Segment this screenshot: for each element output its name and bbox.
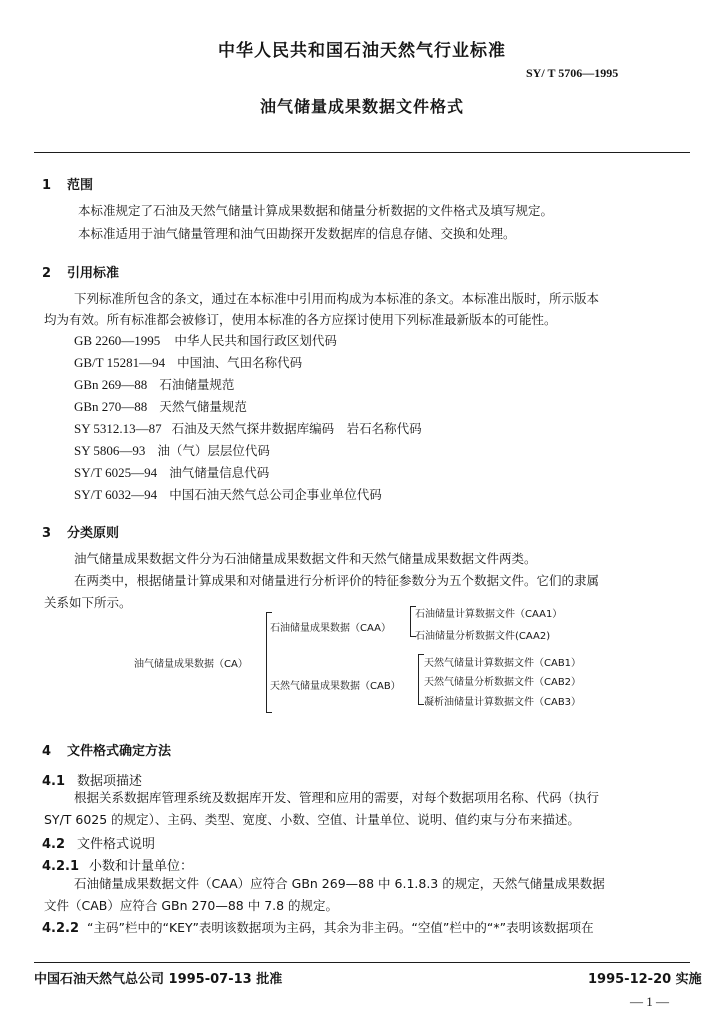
section-3-number: 3: [42, 526, 52, 541]
section-3-para-1: 油气储量成果数据文件分为石油储量成果数据文件和天然气储量成果数据文件两类。: [74, 551, 537, 566]
root-brace: [266, 612, 267, 712]
ref-item: [74, 399, 247, 416]
section-3-para-2-line-1: 在两类中，根据储量计算成果和对储量进行分析评价的特征参数分为五个数据文件。它们的隶属: [74, 573, 600, 588]
section-3-heading: [42, 522, 119, 541]
standard-number: SY/ T 5706—1995: [526, 66, 619, 80]
ref-item: [74, 421, 422, 438]
section-4-1-heading: [42, 770, 142, 789]
ref-code: SY 5806—93: [74, 443, 146, 458]
section-1-heading: [42, 174, 93, 193]
ref-item: [74, 443, 270, 460]
ref-name: 天然气储量规范: [159, 399, 247, 414]
section-4-2-heading: [42, 833, 155, 852]
section-4-2-1-title: 小数和计量单位：: [89, 859, 194, 874]
section-4-2-number: 4.2: [42, 837, 66, 852]
diagram-gas: 天然气储量成果数据（CAB）: [270, 681, 401, 692]
diagram-oil: 石油储量成果数据（CAA）: [270, 623, 391, 634]
section-4-1-line-2: SY/T 6025 的规定）、主码、类型、宽度、小数、空值、计量单位、说明、值约束与分布来描述。: [44, 812, 580, 827]
section-4-1-line-1: 根据关系数据库管理系统及数据库开发、管理和应用的需要，对每个数据项用名称、代码（执行: [74, 790, 600, 805]
ref-code: GB/T 15281—94: [74, 355, 166, 370]
section-2-title: 引用标准: [67, 266, 120, 281]
section-1-para-2: 本标准适用于油气储量管理和油气田勘探开发数据库的信息存储、交换和处理。: [78, 226, 516, 241]
org-title: 中华人民共和国石油天然气行业标准: [218, 41, 506, 61]
ref-code: GB 2260—1995: [74, 333, 161, 348]
section-1-para-1: 本标准规定了石油及天然气储量计算成果数据和储量分析数据的文件格式及填写规定。: [78, 203, 554, 218]
ref-name: 石油储量规范: [159, 377, 235, 392]
diagram-oil-child: 石油储量分析数据文件(CAA2): [415, 631, 551, 642]
ref-name: 中国油、气田名称代码: [177, 355, 303, 370]
section-2-heading: [42, 262, 119, 281]
diagram-root: 油气储量成果数据（CA）: [134, 659, 248, 670]
section-4-2-1-number: 4.2.1: [42, 859, 80, 874]
document-title: 油气储量成果数据文件格式: [259, 97, 464, 116]
ref-code: SY 5312.13—87: [74, 421, 162, 436]
diagram-gas-child: 天然气储量分析数据文件（CAB2）: [424, 677, 582, 688]
ref-item: [74, 355, 302, 372]
section-2-para-line-2: 均为有效。所有标准都会被修订，使用本标准的各方应探讨使用下列标准最新版本的可能性。: [44, 312, 557, 327]
ref-name: 中国石油天然气总公司企事业单位代码: [169, 487, 382, 502]
section-2-para-line-1: 下列标准所包含的条文，通过在本标准中引用而构成为本标准的条文。本标准出版时，所示版本: [74, 291, 600, 306]
section-4-2-1-line-1: 石油储量成果数据文件（CAA）应符合 GBn 269—88 中 6.1.8.3 的规定，天然气储量成果数据: [74, 876, 605, 891]
section-4-2-1-line-2: 文件（CAB）应符合 GBn 270—88 中 7.8 的规定。: [44, 898, 339, 913]
ref-code: SY/T 6025—94: [74, 465, 158, 480]
section-4-2-2-number: 4.2.2: [42, 921, 80, 936]
header-rule: [34, 152, 690, 153]
ref-item: [74, 487, 382, 504]
section-3-title: 分类原则: [67, 526, 120, 541]
section-4-2-2-text: “主码”栏中的“KEY”表明该数据项为主码，其余为非主码。“空值”栏中的“*”表明该数据项在: [87, 920, 594, 935]
diagram-oil-child: 石油储量计算数据文件（CAA1）: [415, 609, 563, 620]
footer-rule: [34, 962, 690, 963]
section-4-2-1-heading: [42, 855, 193, 874]
root-brace-tick-top: [266, 612, 272, 613]
ref-item: [74, 377, 234, 394]
section-4-2-title: 文件格式说明: [77, 837, 156, 852]
section-4-1-title: 数据项描述: [77, 774, 143, 789]
root-brace-tick-bottom: [266, 712, 272, 713]
ref-item: [74, 333, 337, 350]
section-1-number: 1: [42, 178, 52, 193]
ref-name: 油气储量信息代码: [169, 465, 270, 480]
ref-code: SY/T 6032—94: [74, 487, 158, 502]
section-4-1-number: 4.1: [42, 774, 66, 789]
oil-brace: [410, 606, 411, 636]
ref-code: GBn 270—88: [74, 399, 148, 414]
page-number: — 1 —: [630, 994, 669, 1009]
ref-code: GBn 269—88: [74, 377, 148, 392]
diagram-gas-child: 天然气储量计算数据文件（CAB1）: [424, 658, 582, 669]
section-1-title: 范围: [67, 178, 94, 193]
section-4-2-2-line: [42, 918, 594, 936]
ref-name: 油（气）层层位代码: [157, 443, 270, 458]
diagram-gas-child: 凝析油储量计算数据文件（CAB3）: [424, 697, 582, 708]
gas-brace: [418, 654, 419, 704]
effective-date: 1995-12-20 实施: [588, 972, 702, 987]
section-3-para-2-line-2: 关系如下所示。: [44, 595, 132, 610]
ref-item: [74, 465, 269, 482]
ref-name: 石油及天然气探井数据库编码 岩石名称代码: [171, 421, 422, 436]
section-4-number: 4: [42, 744, 52, 759]
section-2-number: 2: [42, 266, 52, 281]
approval-line: 中国石油天然气总公司 1995-07-13 批准: [34, 972, 283, 987]
ref-name: 中华人民共和国行政区划代码: [174, 333, 337, 348]
section-4-title: 文件格式确定方法: [67, 744, 172, 759]
section-4-heading: [42, 740, 171, 759]
